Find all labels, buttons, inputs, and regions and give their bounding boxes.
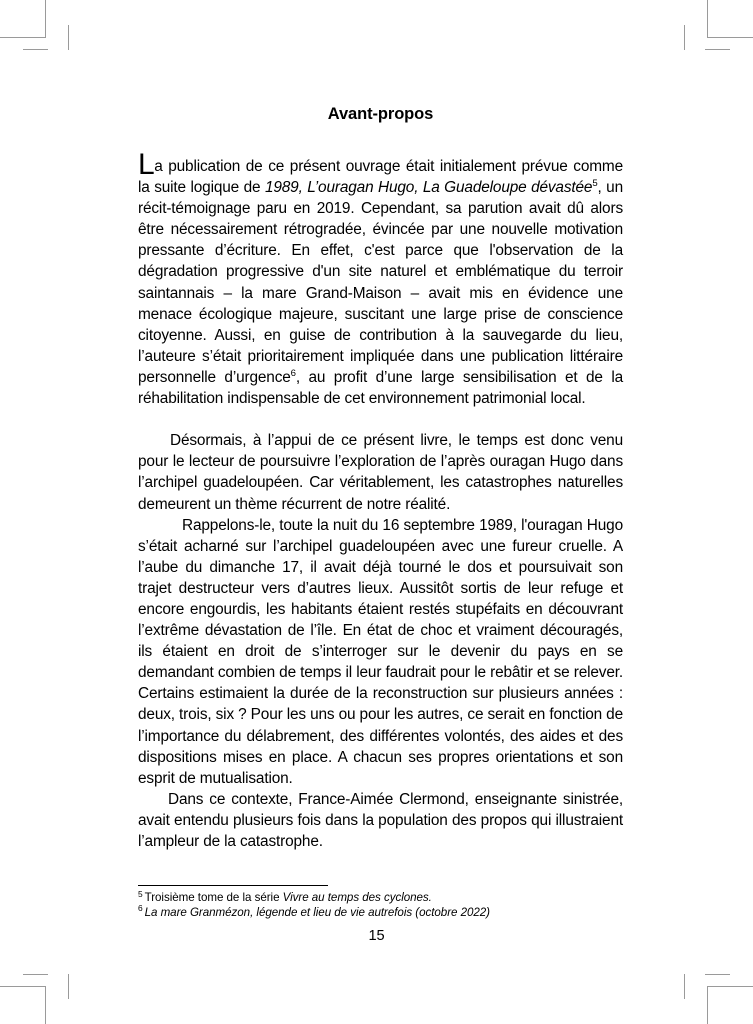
chapter-title: Avant-propos xyxy=(327,105,434,123)
crop-mark-bottom-right-inner-vertical xyxy=(684,974,685,999)
footnote-5-title-italic: Vivre au temps des cyclones. xyxy=(282,891,432,905)
crop-mark-top-left-inner-vertical xyxy=(68,25,69,50)
paragraph-rappelons: Rappelons-le, toute la nuit du 16 septembre 1989, l'ouragan Hugo s’était acharné sur l’archipel guadeloupéen avec une fureur cruelle. A l’aube du dimanche 17, il avait déjà tourné le dos et poursuivait son trajet destructeur vers d’autres lieux. Aussitôt sortis de leur refuge et encore engourdis, les habitants étaient restés stupéfaits en découvrant l’extrême dévastation de l’île. En état de choc et vraiment découragés, ils étaient en droit de s’interroger sur le devenir du pays en se demandant combien de temps il leur faudrait pour le rebâtir et se relever. Certains estimaient la durée de la reconstruction sur plusieurs années : deux, trois, six ? Pour les uns ou pour les autres, ce serait en fonction de l’importance du délabrement, des différentes volontés, des aides et des dispositions mises en place. A chacun ses propres orientations et son esprit de mutualisation. xyxy=(138,516,623,787)
crop-mark-bottom-right-inner-horizontal xyxy=(705,974,730,975)
crop-mark-bottom-right-outer-vertical xyxy=(707,986,708,1024)
crop-mark-top-left-outer-horizontal xyxy=(0,37,45,38)
crop-mark-bottom-left-outer-vertical xyxy=(45,986,46,1024)
crop-mark-bottom-left-outer-horizontal xyxy=(0,986,45,987)
crop-mark-bottom-left-inner-vertical xyxy=(68,974,69,999)
paragraph-opening xyxy=(138,148,623,409)
footnote-6 xyxy=(138,902,623,920)
footnote-separator-rule xyxy=(138,885,328,886)
footnote-area xyxy=(138,885,623,920)
crop-mark-bottom-right-outer-horizontal xyxy=(708,986,753,987)
drop-cap: L xyxy=(138,148,155,181)
text-block xyxy=(138,104,623,852)
book-title-italic: 1989, L’ouragan Hugo, La Guadeloupe dévastée xyxy=(264,179,593,197)
crop-mark-top-right-outer-vertical xyxy=(707,0,708,38)
footnote-6-text-italic: La mare Granmézon, légende et lieu de vie autrefois (octobre 2022) xyxy=(144,905,490,919)
paragraph-opening-segment-2: , un récit-témoignage paru en 2019. Cependant, sa parution avait dû alors être nécessairement rétrogradée, évincée par une nouvelle motivation pressante d’écriture. En effet, c'est parce que l'observation de la dégradation progressive d'un site naturel et emblématique du terroir saintannais – la mare Grand-Maison – avait mis en évidence une menace écologique majeure, suscitant une large prise de conscience citoyenne. Aussi, en guise de contribution à la sauvegarde du lieu, l’auteure s’était prioritairement impliquée dans une publication littéraire personnelle d’urgence xyxy=(138,179,623,386)
crop-mark-top-right-outer-horizontal xyxy=(708,37,753,38)
paragraph-desormais: Désormais, à l’appui de ce présent livre, le temps est donc venu pour le lecteur de poursuivre l’exploration de l’après ouragan Hugo dans l’archipel guadeloupéen. Car véritablement, les catastrophes naturelles demeurent un thème récurrent de notre réalité. xyxy=(138,432,623,513)
paragraph-opening-segment-1: a publication de ce présent ouvrage était initialement prévue comme la suite logique de xyxy=(138,158,623,197)
page-number: 15 xyxy=(368,928,385,944)
crop-mark-bottom-left-inner-horizontal xyxy=(23,974,48,975)
paragraph-opening-segment-3: , au profit d’une large sensibilisation et de la réhabilitation indispensable de cet environnement patrimonial local. xyxy=(138,368,623,408)
footnote-5 xyxy=(138,888,623,905)
crop-mark-top-right-inner-horizontal xyxy=(705,49,730,50)
paragraph-dans-ce-contexte: Dans ce contexte, France-Aimée Clermond, enseignante sinistrée, avait entendu plusieurs fois dans la population des propos qui illustraient l’ampleur de la catastrophe. xyxy=(138,790,623,850)
footnote-5-marker: 5 xyxy=(138,888,143,899)
crop-mark-top-left-outer-vertical xyxy=(45,0,46,38)
footnote-ref-5[interactable]: 5 xyxy=(592,177,598,189)
footnote-ref-6[interactable]: 6 xyxy=(290,367,296,379)
footnote-5-text: Troisième tome de la série xyxy=(144,891,283,905)
crop-mark-top-left-inner-horizontal xyxy=(23,49,48,50)
footnote-6-marker: 6 xyxy=(138,902,143,913)
crop-mark-top-right-inner-vertical xyxy=(684,25,685,50)
